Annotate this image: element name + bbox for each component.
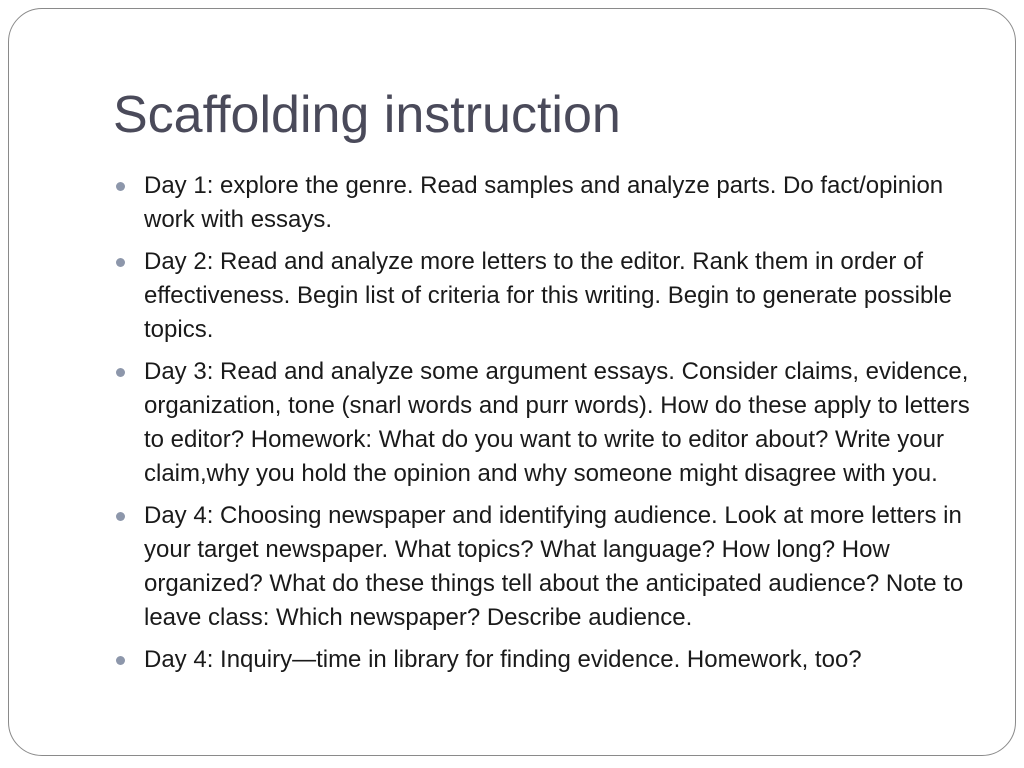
bullet-item [113, 643, 973, 677]
bullet-text: Day 2: Read and analyze more letters to the editor. Rank them in order of effectiveness. Begin list of criteria for this writing. Begin to generate possible topics. [144, 248, 952, 343]
bullet-item [113, 355, 973, 491]
bullet-text: Day 3: Read and analyze some argument essays. Consider claims, evidence, organization, tone (snarl words and purr words). How do these apply to letters to editor? Homework: What do you want to write to editor about? Write your claim,why you hold the opinion and why someone might disagree with you. [144, 358, 970, 487]
bullet-item [113, 169, 973, 237]
bullet-list [113, 169, 973, 685]
bullet-dot-icon [116, 656, 125, 665]
bullet-dot-icon [116, 368, 125, 377]
bullet-item [113, 245, 973, 347]
bullet-item [113, 499, 973, 635]
bullet-dot-icon [116, 182, 125, 191]
slide-title: Scaffolding instruction [113, 86, 621, 144]
bullet-text: Day 4: Inquiry—time in library for finding evidence. Homework, too? [144, 646, 862, 673]
bullet-text: Day 1: explore the genre. Read samples and analyze parts. Do fact/opinion work with essays. [144, 172, 944, 233]
bullet-dot-icon [116, 512, 125, 521]
bullet-text: Day 4: Choosing newspaper and identifying audience. Look at more letters in your target newspaper. What topics? What language? How long? How organized? What do these things tell about the anticipated audience? Note to leave class: Which newspaper? Describe audience. [144, 502, 964, 631]
bullet-dot-icon [116, 258, 125, 267]
